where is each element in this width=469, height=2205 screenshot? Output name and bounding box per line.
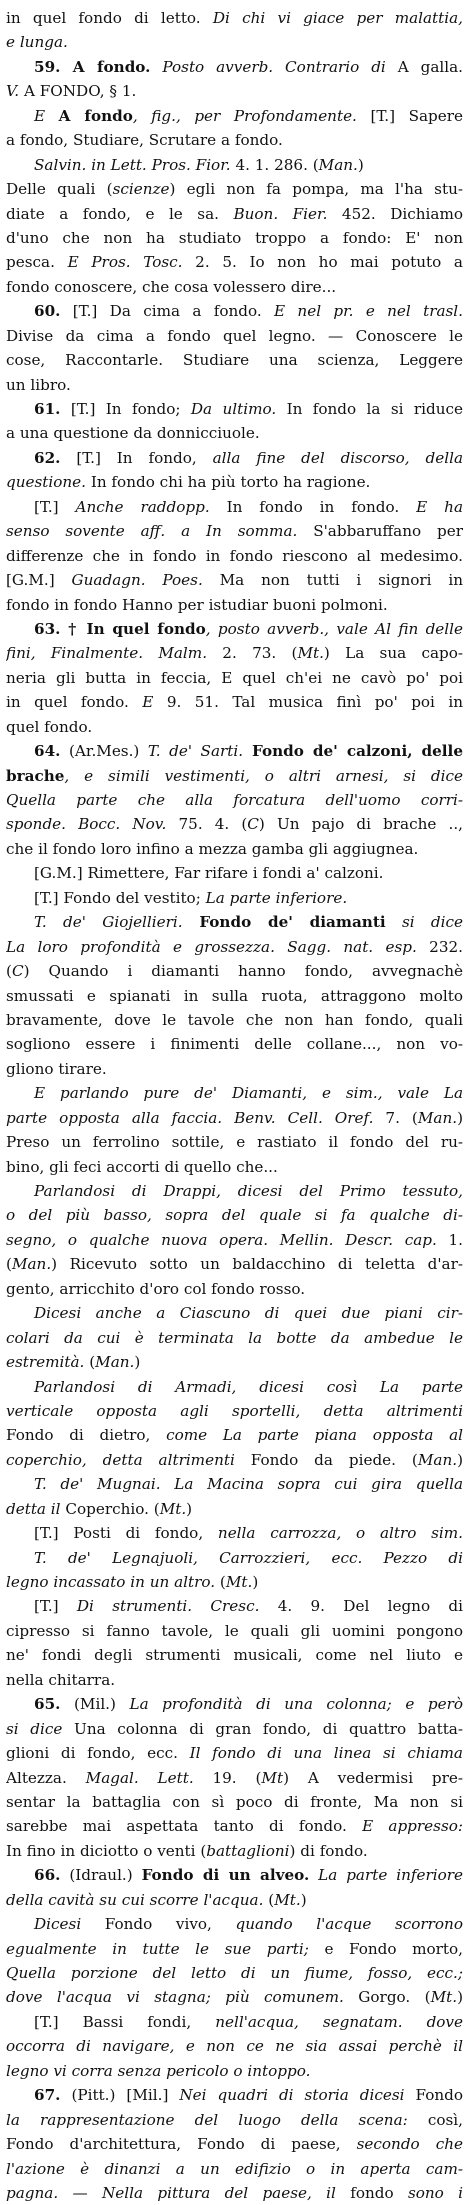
italic-text: coperchio, detta altrimenti: [6, 1450, 235, 1469]
text-line: [6, 1228, 463, 1252]
italic-text: La parte inferiore: [309, 1866, 463, 1885]
italic-text: quando l'acque scorrono: [235, 1915, 463, 1934]
italic-text: V.: [6, 82, 24, 101]
body-text: (: [6, 1255, 12, 1274]
body-text: 19. (: [193, 1768, 262, 1787]
entry-heading-text: 60.: [34, 302, 61, 321]
body-text: Ma non tutti i signori in: [202, 571, 463, 590]
italic-text: E: [142, 693, 154, 712]
text-line: [6, 1252, 463, 1276]
italic-text: Da ultimo.: [190, 400, 277, 418]
body-text: nella chitarra.: [6, 1670, 116, 1689]
italic-text: legno vi corra senza pericolo o intoppo.: [6, 2061, 311, 2080]
text-line: [6, 910, 463, 934]
text-line: [6, 1717, 463, 1741]
body-text: Gorgo. (: [343, 1988, 431, 2007]
body-text: un libro.: [6, 375, 71, 394]
body-text: a fondo, Studiare, Scrutare a fondo.: [6, 131, 283, 150]
text-line: [6, 1790, 463, 1814]
italic-text: scienze: [112, 180, 170, 199]
body-text: fondo in fondo Hanno per istudiar buoni polmoni.: [6, 595, 388, 614]
body-text: 7. (: [373, 1108, 418, 1127]
body-text: (Pitt.) [Mil.]: [60, 2086, 180, 2105]
italic-text: Mt.: [159, 1499, 187, 1518]
italic-text: Quella parte che alla forcatura dell'uomo corri-: [6, 791, 463, 809]
text-line: [6, 1546, 463, 1570]
italic-text: occorra di navigare, e non ce ne sia assai perchè il: [6, 2037, 463, 2056]
italic-text: senso sovente aff. a In somma.: [6, 522, 298, 541]
text-line: [6, 2132, 463, 2156]
body-text: Fondo di dietro,: [6, 1426, 167, 1445]
italic-text: la rappresentazione del luogo della scena:: [6, 2110, 408, 2129]
italic-text: si dice: [6, 1719, 63, 1738]
body-text: pesca.: [6, 253, 68, 272]
italic-text: legno incassato in un altro.: [6, 1573, 216, 1591]
body-text: In fondo chi ha più torto ha ragione.: [86, 473, 371, 492]
italic-text: parte opposta alla faccia. Benv. Cell. Oref.: [6, 1108, 374, 1127]
body-text: 4. 1. 286. (: [230, 155, 319, 174]
entry-heading-text: 61.: [34, 400, 61, 418]
text-line: [6, 1472, 463, 1496]
text-line: [6, 593, 463, 617]
italic-text: battaglioni: [206, 1841, 290, 1860]
body-text: S'abbaruffano per: [297, 522, 463, 541]
body-text: (: [215, 1573, 226, 1591]
text-line: [6, 1668, 463, 1692]
text-line: [6, 1912, 463, 1936]
text-line: [6, 1985, 463, 2009]
italic-text: detta il: [6, 1499, 61, 1518]
text-line: [6, 1350, 463, 1374]
text-line: [6, 1863, 463, 1887]
body-text: Fondo vivo,: [81, 1915, 236, 1934]
body-text: In fondo la si riduce: [276, 400, 463, 418]
text-line: [6, 1179, 463, 1203]
body-text: a una questione da donnicciuole.: [6, 424, 260, 443]
body-text: ) di fondo.: [289, 1841, 368, 1860]
body-text: ) A vedermisi pre-: [283, 1768, 463, 1787]
text-line: [6, 1399, 463, 1423]
body-text: [T.] Sapere: [356, 106, 463, 125]
italic-text: La profondità di una colonna; e però: [129, 1695, 463, 1714]
italic-text: colari da cui è terminata la botte da ambedue le: [6, 1328, 463, 1347]
text-line: [6, 690, 463, 714]
body-text: [T.] In fondo,: [60, 448, 213, 467]
body-text: fondo conoscere, che cosa volessero dire...: [6, 277, 337, 296]
text-line: [6, 568, 463, 592]
text-line: [6, 1130, 463, 1154]
body-text: gento, arricchito d'oro col fondo rosso.: [6, 1279, 306, 1298]
text-line: [6, 617, 463, 641]
text-line: [6, 1570, 463, 1594]
italic-text: , posto avverb., vale Al fin delle: [205, 619, 463, 638]
italic-text: questione.: [6, 473, 86, 492]
italic-text: Man.: [318, 155, 358, 174]
body-text: fondo: [335, 2183, 408, 2202]
text-line: [6, 153, 463, 177]
body-text: [T.] Bassi fondi,: [34, 2012, 216, 2031]
text-line: [6, 1277, 463, 1301]
text-line: [6, 324, 463, 348]
text-line: [6, 715, 463, 739]
text-line: [6, 1961, 463, 1985]
body-text: bravamente, dove le tavole che non han fondo, quali: [6, 1010, 463, 1029]
body-text: ): [357, 155, 364, 174]
italic-text: Mt.: [297, 644, 324, 663]
text-line: [6, 1814, 463, 1838]
body-text: 1.: [436, 1230, 463, 1249]
italic-text: E appresso:: [362, 1817, 463, 1836]
italic-text: Man.: [417, 1450, 458, 1469]
text-line: [6, 2083, 463, 2107]
text-line: [6, 177, 463, 201]
entry-heading-text: 67.: [34, 2086, 61, 2105]
text-line: [6, 1937, 463, 1961]
body-text: Preso un ferrolino sottile, e rastiato il fondo del ru-: [6, 1133, 463, 1152]
text-line: [6, 935, 463, 959]
body-text: Fondo: [404, 2086, 463, 2105]
body-text: Altezza.: [6, 1768, 86, 1787]
body-text: [G.M.] Rimettere, Far rifare i fondi a' calzoni.: [34, 864, 384, 883]
italic-text: La loro profondità e grossezza. Sagg. nat. esp.: [6, 937, 417, 956]
italic-text: E nel pr. e nel trasl.: [274, 302, 463, 321]
text-line: [6, 2157, 463, 2181]
body-text: Divise da cima a fondo quel legno. — Conoscere le: [6, 326, 463, 345]
body-text: 2. 73. (: [207, 644, 298, 663]
body-text: ): [134, 1353, 141, 1372]
text-line: [6, 373, 463, 397]
italic-text: pagna. — Nella pittura del paese, il: [6, 2183, 336, 2202]
text-line: [6, 202, 463, 226]
italic-text: Il fondo di una linea si chiama: [189, 1744, 463, 1763]
italic-text: Buon. Fier.: [233, 204, 328, 223]
text-line: [6, 788, 463, 812]
italic-text: Magal. Lett.: [85, 1768, 194, 1787]
italic-text: segno, o qualche nuova opera. Mellin. Descr. cap.: [6, 1230, 437, 1249]
italic-text: Di chi vi giace per malattia,: [212, 9, 463, 27]
text-line: [6, 2010, 463, 2034]
text-line: [6, 984, 463, 1008]
text-line: [6, 1301, 463, 1325]
body-text: (Idraul.): [60, 1866, 142, 1885]
italic-text: Posto avverb. Contrario di: [150, 57, 398, 76]
body-text: e Fondo morto,: [308, 1939, 463, 1958]
text-line: [6, 1081, 463, 1105]
body-text: [T.]: [34, 1597, 77, 1616]
italic-text: sponde. Bocc. Nov.: [6, 815, 167, 834]
body-text: Delle quali (: [6, 180, 113, 199]
italic-text: Man.: [11, 1255, 52, 1274]
italic-text: Di strumenti. Cresc.: [76, 1597, 260, 1616]
text-line: [6, 495, 463, 519]
body-text: d'uno che non ha studiato troppo a fondo: E' non: [6, 228, 463, 247]
body-text: ): [457, 1988, 463, 2007]
text-line: [6, 1106, 463, 1130]
entry-heading-text: 59. A fondo.: [34, 57, 151, 76]
body-text: smussati e spianati in sulla ruota, attraggono molto: [6, 986, 463, 1005]
italic-text: C: [11, 962, 24, 981]
italic-text: , fig., per Profondamente.: [132, 106, 357, 125]
body-text: bino, gli feci accorti di quello che...: [6, 1157, 278, 1176]
italic-text: come La parte piana opposta al: [166, 1426, 463, 1445]
italic-text: Dicesi anche a Ciascuno di quei due piani cir-: [34, 1304, 463, 1323]
text-line: [6, 2034, 463, 2058]
body-text: così,: [407, 2110, 463, 2129]
body-text: 4. 9. Del legno di: [259, 1597, 463, 1616]
text-line: [6, 1619, 463, 1643]
italic-text: Guadagn. Poes.: [71, 571, 203, 590]
italic-text: Mt.: [274, 1890, 301, 1909]
body-text: ): [457, 1450, 463, 1469]
body-text: cose, Raccontarle. Studiare una scienza, Leggere: [6, 351, 463, 370]
body-text: ): [457, 1108, 463, 1127]
italic-text: Anche raddopp.: [75, 497, 210, 516]
italic-text: Parlandosi di Armadi, dicesi così La parte: [34, 1377, 463, 1396]
body-text: ) Un pajo di brache ..,: [258, 815, 463, 834]
body-text: Fondo da piede. (: [234, 1450, 418, 1469]
italic-text: E Pros. Tosc.: [67, 253, 183, 272]
body-text: ) egli non fa pompa, ma l'ha stu-: [169, 180, 463, 199]
text-line: [6, 2108, 463, 2132]
text-line: [6, 739, 463, 763]
italic-text: della cavità su cui scorre l'acqua.: [6, 1890, 264, 1909]
italic-text: E ha: [416, 497, 463, 516]
body-text: Fondo d'architettura, Fondo di paese,: [6, 2135, 357, 2154]
body-text: 2. 5. Io non ho mai potuto a: [182, 253, 463, 272]
italic-text: T. de' Giojellieri.: [34, 913, 183, 932]
text-line: [6, 1448, 463, 1472]
text-line: [6, 1203, 463, 1227]
italic-text: Mt: [261, 1768, 284, 1787]
italic-text: Mt.: [225, 1573, 253, 1591]
text-line: [6, 666, 463, 690]
body-text: (Ar.Mes.): [60, 742, 148, 761]
text-line: [6, 2181, 463, 2205]
body-text: che il fondo loro infino a mezza gamba gli aggiugnea.: [6, 839, 419, 858]
italic-text: T. de' Mugnai. La Macina sopra cui gira quella: [34, 1475, 463, 1494]
text-line: [6, 299, 463, 323]
body-text: diate a fondo, e le sa.: [6, 204, 234, 223]
text-line: [6, 104, 463, 128]
entry-heading-text: Fondo di un alveo.: [141, 1866, 310, 1885]
body-text: glioni di fondo, ecc.: [6, 1744, 190, 1763]
text-line: [6, 470, 463, 494]
text-line: [6, 1521, 463, 1545]
text-line: [6, 861, 463, 885]
text-line: [6, 886, 463, 910]
text-line: [6, 1008, 463, 1032]
body-text: 9. 51. Tal musica finì po' poi in: [153, 693, 463, 712]
italic-text: l'azione è dinanzi a un edifizio o in aperta cam-: [6, 2159, 463, 2178]
body-text: (: [84, 1353, 96, 1372]
italic-text: E: [34, 106, 59, 125]
entry-heading-text: A fondo: [58, 106, 133, 125]
italic-text: Salvin. in Lett. Pros. Fior.: [34, 155, 231, 174]
body-text: sogliono essere i finimenti delle collane..., non vo-: [6, 1035, 463, 1054]
italic-text: Parlandosi di Drappi, dicesi del Primo tessuto,: [34, 1182, 463, 1200]
body-text: quel fondo.: [6, 717, 93, 736]
italic-text: Nei quadri di storia dicesi: [179, 2086, 405, 2105]
text-line: [6, 1643, 463, 1667]
entry-heading-text: Fondo de' calzoni, delle: [243, 742, 463, 761]
italic-text: Quella porzione del letto di un fiume, fosso, ecc.;: [6, 1964, 463, 1982]
text-line: [6, 641, 463, 665]
body-text: (: [6, 962, 12, 981]
entry-heading-text: 64.: [34, 742, 61, 761]
body-text: (Mil.): [60, 1695, 130, 1714]
text-line: [6, 446, 463, 470]
italic-text: secondo che: [356, 2135, 463, 2154]
body-text: in quel fondo.: [6, 693, 143, 712]
body-text: ) La sua capo-: [323, 644, 463, 663]
entry-heading-text: Fondo de' diamanti: [182, 913, 386, 932]
body-text: [G.M.]: [6, 571, 72, 590]
body-text: sarebbe mai aspettata tanto di fondo.: [6, 1817, 363, 1836]
body-text: In fino in diciotto o venti (: [6, 1841, 207, 1860]
text-line: [6, 275, 463, 299]
text-line: [6, 1326, 463, 1350]
text-line: [6, 1423, 463, 1447]
body-text: A FONDO, § 1.: [23, 82, 137, 101]
text-line: [6, 764, 463, 788]
body-text: in quel fondo di letto.: [6, 9, 213, 27]
italic-text: C: [247, 815, 259, 834]
body-text: ) Quando i diamanti hanno fondo, avvegnachè: [23, 962, 463, 981]
body-text: 232.: [416, 937, 463, 956]
body-text: [T.] Posti di fondo,: [34, 1524, 218, 1543]
text-line: [6, 1839, 463, 1863]
italic-text: e lunga.: [6, 33, 68, 52]
text-line: [6, 397, 463, 421]
italic-text: E parlando pure de' Diamanti, e sim., vale La: [34, 1084, 463, 1103]
text-line: [6, 30, 463, 54]
italic-text: dove l'acqua vi stagna; più comunem.: [6, 1988, 344, 2007]
text-line: [6, 1766, 463, 1790]
italic-text: fini, Finalmente. Malm.: [6, 644, 208, 663]
italic-text: verticale opposta agli sportelli, detta altrimenti: [6, 1401, 463, 1420]
italic-text: T. de' Legnajuoli, Carrozzieri, ecc. Pezzo di: [34, 1548, 463, 1567]
italic-text: Dicesi: [34, 1915, 82, 1934]
body-text: ): [186, 1499, 193, 1518]
text-line: [6, 421, 463, 445]
italic-text: sono i: [407, 2183, 463, 2202]
italic-text: egualmente in tutte le sue parti;: [6, 1939, 309, 1958]
text-line: [6, 348, 463, 372]
italic-text: T. de' Sarti.: [147, 742, 244, 761]
italic-text: nella carrozza, o altro sim.: [217, 1524, 463, 1543]
text-line: [6, 1692, 463, 1716]
text-line: [6, 1594, 463, 1618]
body-text: differenze che in fondo in fondo riescono al medesimo.: [6, 546, 463, 565]
text-line: [6, 128, 463, 152]
body-text: ): [252, 1573, 259, 1591]
text-line: [6, 79, 463, 103]
text-line: [6, 2059, 463, 2083]
italic-text: o del più basso, sopra del quale si fa qualche di-: [6, 1206, 463, 1225]
text-line: [6, 6, 463, 30]
body-text: cipresso si fanno tavole, le quali gli uomini pongono: [6, 1621, 463, 1640]
entry-heading-text: 63. † In quel fondo: [34, 619, 206, 638]
body-text: ne' fondi degli strumenti musicali, come nel liuto e: [6, 1646, 463, 1665]
entry-heading-text: brache: [6, 766, 65, 785]
body-text: Una colonna di gran fondo, di quattro batta-: [62, 1719, 463, 1738]
italic-text: si dice: [385, 913, 463, 932]
italic-text: , e simili vestimenti, o altri arnesi, si dice: [64, 766, 463, 785]
body-text: [T.]: [34, 497, 76, 516]
italic-text: Mt.: [430, 1988, 458, 2007]
body-text: [T.] In fondo;: [60, 400, 191, 418]
text-line: [6, 812, 463, 836]
italic-text: nell'acqua, segnatam. dove: [215, 2012, 463, 2031]
italic-text: Man.: [95, 1353, 135, 1372]
entry-heading-text: 65.: [34, 1695, 61, 1714]
body-text: neria gli butta in feccia, E quel ch'ei ne cavò po' poi: [6, 668, 463, 687]
body-text: In fondo in fondo.: [209, 497, 417, 516]
text-line: [6, 544, 463, 568]
text-line: [6, 1375, 463, 1399]
text-line: [6, 250, 463, 274]
body-text: ): [300, 1890, 307, 1909]
body-text: Coperchio. (: [60, 1499, 160, 1518]
body-text: [T.] Fondo del vestito;: [34, 888, 206, 907]
text-line: [6, 1741, 463, 1765]
italic-text: estremità.: [6, 1353, 85, 1372]
text-line: [6, 55, 463, 79]
body-text: sentar la battaglia con sì poco di fronte, Ma non si: [6, 1792, 463, 1811]
text-line: [6, 1888, 463, 1912]
body-text: ) Ricevuto sotto un baldacchino di teletta d'ar-: [51, 1255, 463, 1274]
body-text: 452. Dichiamo: [327, 204, 463, 223]
italic-text: Man.: [417, 1108, 458, 1127]
body-text: gliono tirare.: [6, 1059, 107, 1078]
text-line: [6, 519, 463, 543]
text-line: [6, 1155, 463, 1179]
body-text: [T.] Da cima a fondo.: [60, 302, 275, 321]
body-text: 75. 4. (: [166, 815, 248, 834]
text-line: [6, 837, 463, 861]
text-line: [6, 1497, 463, 1521]
entry-heading-text: 62.: [34, 448, 61, 467]
body-text: (: [263, 1890, 275, 1909]
text-line: [6, 1032, 463, 1056]
text-line: [6, 226, 463, 250]
italic-text: La parte inferiore.: [205, 888, 348, 907]
italic-text: alla fine del discorso, della: [212, 448, 463, 467]
entry-heading-text: 66.: [34, 1866, 61, 1885]
text-line: [6, 959, 463, 983]
body-text: A galla.: [397, 57, 463, 76]
text-line: [6, 1057, 463, 1081]
